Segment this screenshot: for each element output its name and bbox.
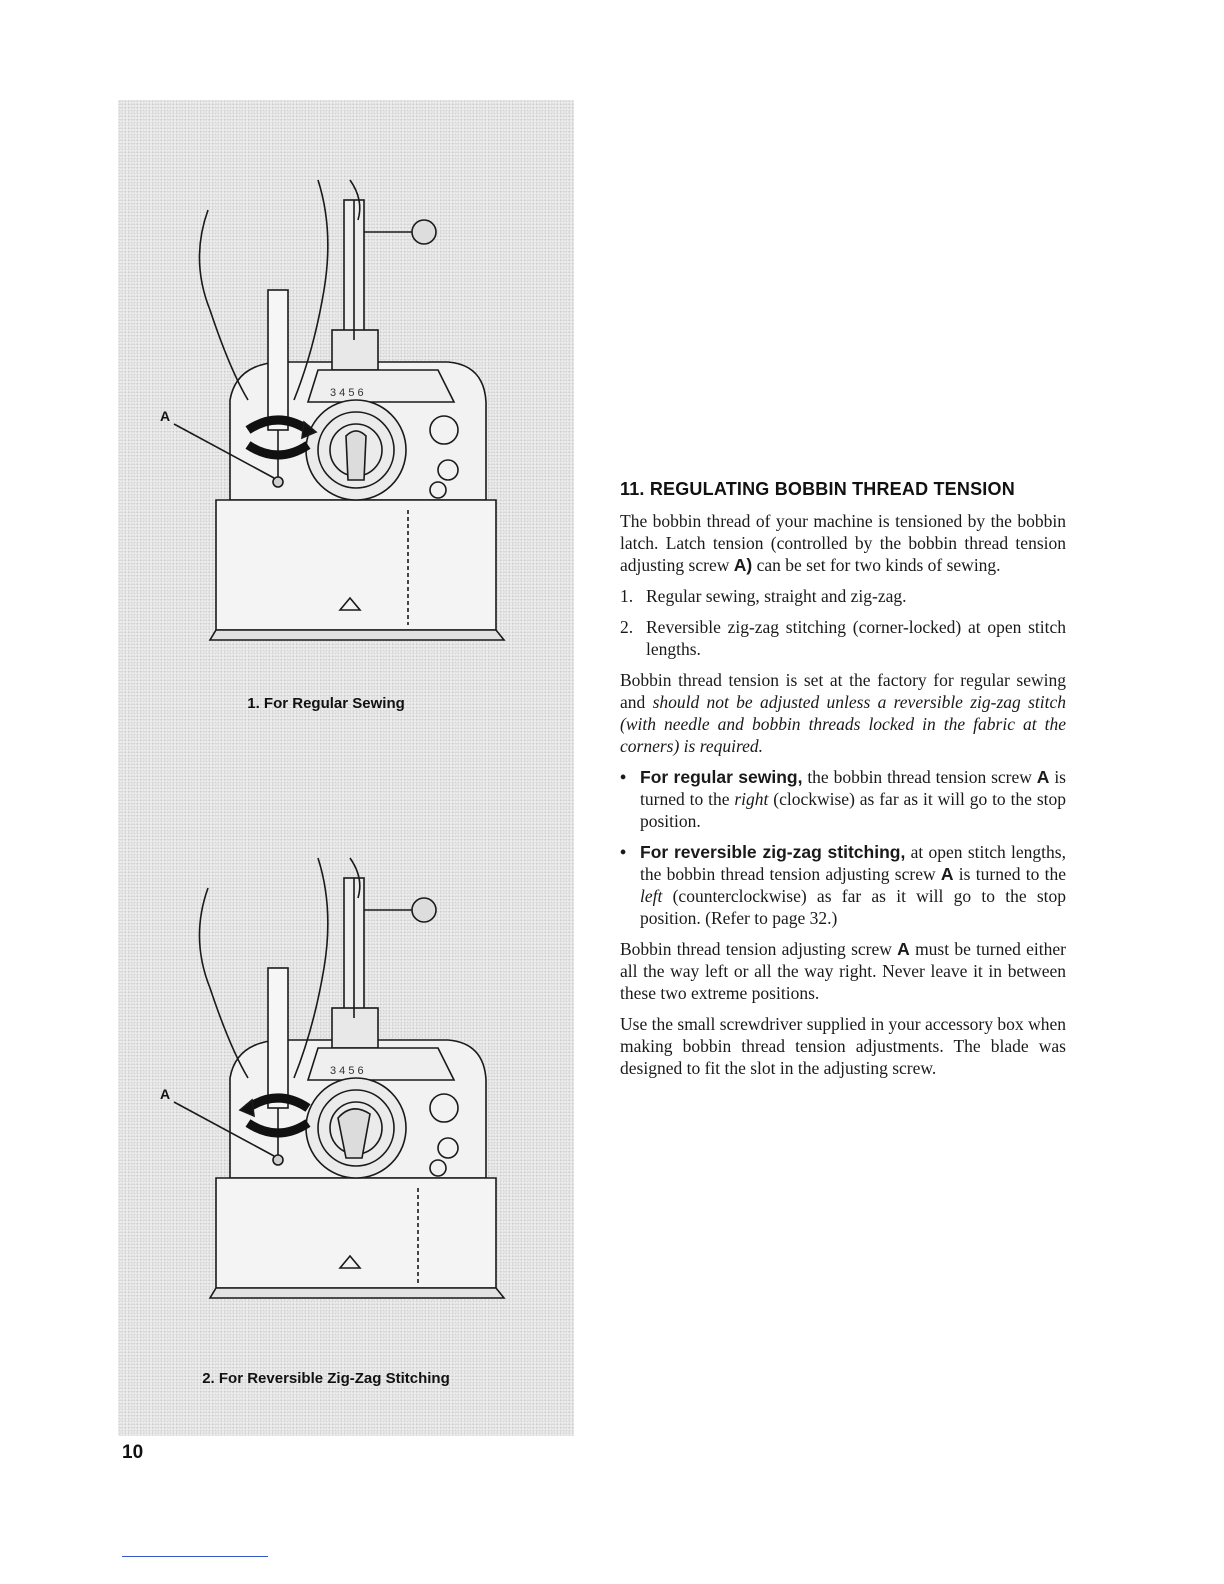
sewing-kinds-list xyxy=(620,585,1066,660)
list-item xyxy=(620,616,1066,660)
factory-warning: should not be adjusted unless a reversible zig-zag stitch (with needle and bobbin threads locked in the fabric at the corners) is required. xyxy=(620,692,1066,756)
list-number: 1. xyxy=(620,586,634,606)
list-text: Regular sewing, straight and zig-zag. xyxy=(646,586,907,606)
bullet-lead: For regular sewing, xyxy=(640,767,803,787)
bullet-item xyxy=(620,841,1066,929)
list-text: Reversible zig-zag stitching (corner-locked) at open stitch lengths. xyxy=(646,617,1066,659)
screwdriver-paragraph: Use the small screwdriver supplied in your accessory box when making bobbin thread tension adjustments. The blade was designed to fit the slot in the adjusting screw. xyxy=(620,1014,1066,1078)
section-title: 11. REGULATING BOBBIN THREAD TENSION xyxy=(620,479,1015,499)
plate-numbers: 3 4 5 6 xyxy=(330,1065,364,1077)
intro-text-end: can be set for two kinds of sewing. xyxy=(752,555,1001,575)
sewing-machine-bed-drawing xyxy=(118,140,574,700)
section-content xyxy=(620,478,1066,1088)
illustration-reversible-zigzag xyxy=(118,818,574,1378)
figure-caption-1: 1. For Regular Sewing xyxy=(247,695,405,712)
intro-text: The bobbin thread of your machine is tensioned by the bobbin latch. Latch tension (controlled by the bobbin thread tension adjusting screw xyxy=(620,511,1066,575)
bullet-item xyxy=(620,766,1066,832)
screw-a-ref: A) xyxy=(733,555,753,575)
screw-a-ref: A xyxy=(1036,767,1050,787)
label-a: A xyxy=(160,1086,171,1102)
bullet-text: the bobbin thread tension screw xyxy=(802,767,1037,787)
bullet-text: (clockwise) as far as it will go to the stop position. xyxy=(640,789,1066,831)
direction: left xyxy=(640,886,663,906)
label-a: A xyxy=(160,408,171,424)
figure-panel xyxy=(118,100,574,1436)
list-number: 2. xyxy=(620,617,634,637)
footer-rule xyxy=(122,1556,268,1557)
factory-paragraph xyxy=(620,669,1066,757)
bullet-text: is turned to the xyxy=(953,864,1066,884)
extreme-paragraph xyxy=(620,938,1066,1004)
screw-a-ref: A xyxy=(940,864,954,884)
figure-caption-2: 2. For Reversible Zig-Zag Stitching xyxy=(202,1370,450,1387)
sewing-machine-bed-drawing xyxy=(118,818,574,1378)
direction: right xyxy=(734,789,769,809)
factory-text: Bobbin thread tension is set at the factory for regular sewing and xyxy=(620,670,1066,712)
illustration-regular-sewing xyxy=(118,140,574,700)
setting-bullets xyxy=(620,766,1066,929)
intro-paragraph xyxy=(620,510,1066,576)
list-item xyxy=(620,585,1066,607)
extreme-text-end: must be turned either all the way left or all the way right. Never leave it in between these two extreme positions. xyxy=(620,939,1066,1003)
bullet-dot: • xyxy=(620,767,627,787)
bullet-text: at open stitch lengths, the bobbin thread tension adjusting screw xyxy=(640,842,1066,884)
extreme-text: Bobbin thread tension adjusting screw xyxy=(620,939,898,959)
plate-numbers: 3 4 5 6 xyxy=(330,387,364,399)
screw-a-ref: A xyxy=(897,939,910,959)
bullet-text: (counterclockwise) as far as it will go to the stop position. (Refer to page 32.) xyxy=(640,886,1066,928)
bullet-text: is turned to the xyxy=(640,767,1066,809)
page-number: 10 xyxy=(122,1442,144,1463)
bullet-lead: For reversible zig-zag stitching, xyxy=(640,842,906,862)
bullet-dot: • xyxy=(620,842,627,862)
